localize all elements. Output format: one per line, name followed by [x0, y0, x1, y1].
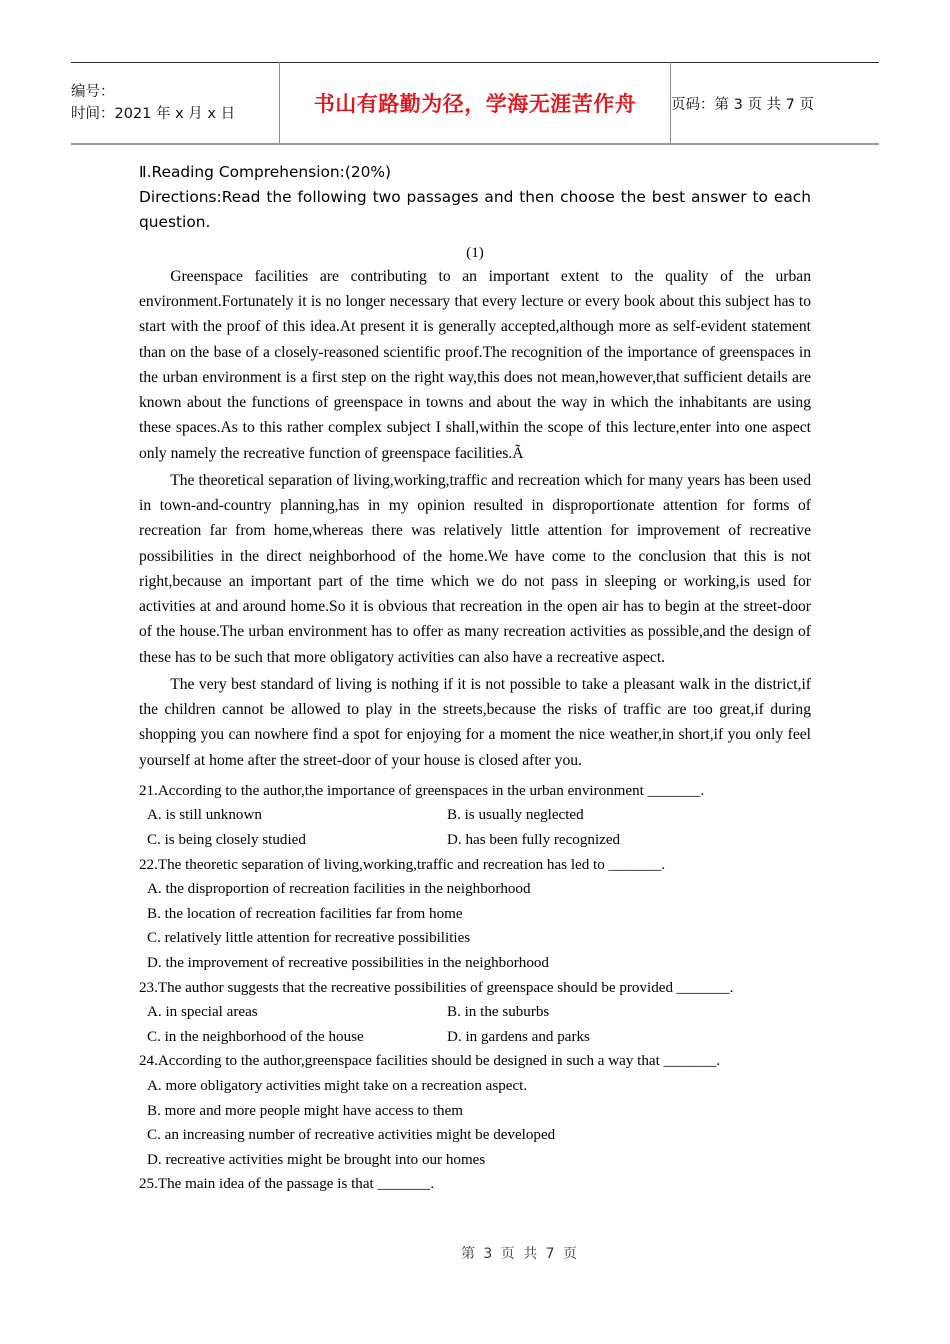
document-body	[139, 160, 811, 1197]
option-b[interactable]: B. in the suburbs	[447, 1004, 550, 1021]
question-item	[139, 1172, 811, 1197]
option-d[interactable]: D. in gardens and parks	[447, 1028, 590, 1045]
footer-page-label: 第 3 页 共 7 页	[460, 1246, 580, 1262]
page-header-table	[71, 62, 879, 145]
option-b[interactable]: B. more and more people might have access to them	[147, 1102, 464, 1119]
question-stem: 22.The theoretic separation of living,working,traffic and recreation has led to _______.	[139, 856, 666, 873]
option-d[interactable]: D. has been fully recognized	[447, 832, 621, 849]
page-footer	[0, 1243, 950, 1263]
directions-block	[139, 160, 811, 235]
header-slogan: 书山有路勤为径，学海无涯苦作舟	[313, 91, 637, 116]
passage-paragraph-2: The theoretical separation of living,working,traffic and recreation which for many years has been used in town-and-country planning,has in my opinion resulted in disproportionate attention for forms of recreation far from home,whereas there was relatively little attention for improvement of recreative possibilities in the direct neighborhood of the home.We have come to the conclusion that this is not right,because an important part of the time which we do not pass in sleeping or working,is used for activities at and around home.So it is obvious that recreation in the open air has to begin at the street-door of the house.The urban environment has to offer as many recreation activities as possible,and the design of these has to be such that more obligatory activities can also have a recreative aspect.	[139, 471, 811, 666]
question-item	[139, 1049, 811, 1172]
option-row	[139, 828, 811, 853]
option-row	[139, 1000, 811, 1025]
header-date-label: 时间：2021 年 x 月 x 日	[71, 106, 236, 122]
directions-text: Directions:Read the following two passages and then choose the best answer to each question.	[139, 187, 811, 231]
option-b[interactable]: B. is usually neglected	[447, 807, 584, 824]
header-page-indicator: 页码：第 3 页 共 7 页	[671, 96, 814, 113]
header-serial-label: 编号：	[71, 83, 115, 100]
option-c[interactable]: C. relatively little attention for recreative possibilities	[147, 930, 471, 947]
section-title: Ⅱ.Reading Comprehension:(20%)	[139, 163, 392, 181]
option-c[interactable]: C. is being closely studied	[147, 832, 306, 849]
question-item	[139, 779, 811, 853]
passage-paragraph-1: Greenspace facilities are contributing to an important extent to the quality of the urban environment.Fortunately it is no longer necessary that every lecture or every book about this subject has to start with the proof of this idea.At present it is generally accepted,although more as self-evident statement than on the base of a closely-reasoned scientific proof.The recognition of the importance of greenspaces in the urban environment is a first step on the right way,this does not mean,however,that sufficient details are known about the functions of greenspace in towns and about the way in which the inhabitants are using these spaces.As to this rather complex subject I shall,within the scope of this lecture,enter into one aspect only namely the recreative function of greenspace facilities.Ã	[139, 267, 811, 462]
option-stack	[139, 877, 811, 975]
question-stem: 21.According to the author,the importance of greenspaces in the urban environment _______.	[139, 782, 705, 799]
option-c[interactable]: C. in the neighborhood of the house	[147, 1028, 364, 1045]
questions-list	[139, 779, 811, 1197]
header-row	[71, 63, 879, 145]
option-row	[139, 1025, 811, 1050]
question-item	[139, 976, 811, 1050]
passage-paragraph-3: The very best standard of living is nothing if it is not possible to take a pleasant walk in the district,if the children cannot be allowed to play in the streets,because the risks of traffic are too great,if during shopping you can nowhere find a spot for enjoying for a moment the nice weather,in short,if you only feel yourself at home after the street-door of your house is closed after you.	[139, 675, 811, 769]
question-stem: 24.According to the author,greenspace facilities should be designed in such a way that _______.	[139, 1053, 721, 1070]
header-slogan-cell	[280, 63, 671, 145]
option-c[interactable]: C. an increasing number of recreative activities might be developed	[147, 1127, 556, 1144]
option-b[interactable]: B. the location of recreation facilities far from home	[147, 905, 463, 922]
header-meta-cell	[71, 63, 280, 145]
option-d[interactable]: D. recreative activities might be brought into our homes	[147, 1151, 486, 1168]
option-a[interactable]: A. is still unknown	[147, 807, 262, 824]
question-stem: 23.The author suggests that the recreative possibilities of greenspace should be provided _______.	[139, 979, 734, 996]
passage-number: (1)	[466, 243, 484, 261]
option-row	[139, 803, 811, 828]
question-item	[139, 853, 811, 976]
option-stack	[139, 1074, 811, 1172]
option-a[interactable]: A. more obligatory activities might take on a recreation aspect.	[147, 1077, 528, 1094]
option-a[interactable]: A. in special areas	[147, 1004, 258, 1021]
option-d[interactable]: D. the improvement of recreative possibilities in the neighborhood	[147, 955, 549, 972]
question-stem: 25.The main idea of the passage is that _______.	[139, 1176, 435, 1193]
option-a[interactable]: A. the disproportion of recreation facilities in the neighborhood	[147, 881, 531, 898]
